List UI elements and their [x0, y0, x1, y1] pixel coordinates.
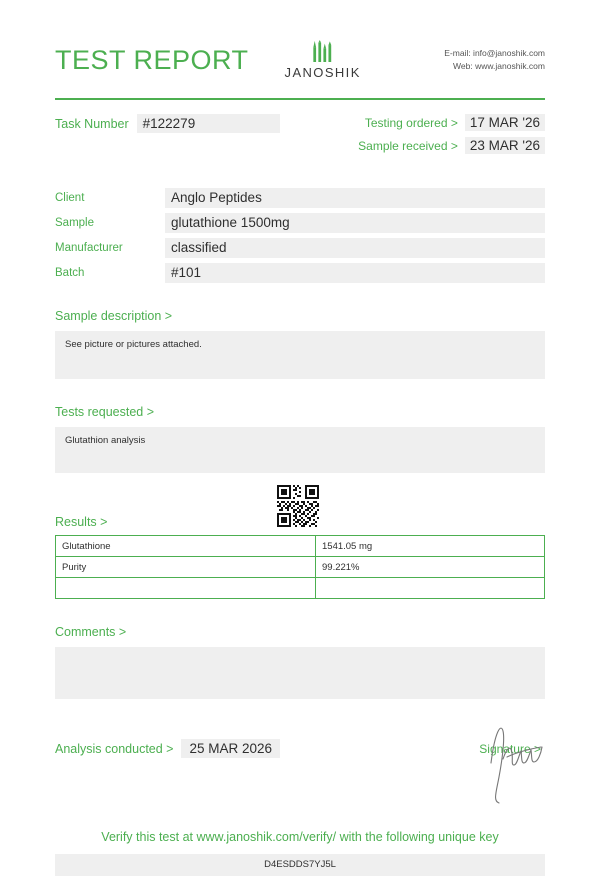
tests-requested-text: Glutathion analysis: [55, 427, 545, 473]
page-title: TEST REPORT: [55, 44, 249, 75]
testing-ordered-value: 17 MAR '26: [465, 114, 545, 131]
table-row: [56, 578, 545, 599]
sample-label: Sample: [55, 217, 94, 229]
field-row-client: [55, 188, 545, 208]
testing-ordered-label: Testing ordered >: [364, 115, 458, 130]
results-header: [55, 495, 545, 529]
header-divider: [55, 98, 545, 100]
signature-mark: [485, 717, 545, 807]
result-value: [316, 578, 545, 599]
batch-value: #101: [165, 263, 545, 283]
client-value: Anglo Peptides: [165, 188, 545, 208]
result-name: Glutathione: [56, 536, 316, 557]
analysis-group: [55, 739, 280, 758]
verify-text: Verify this test at www.janoshik.com/verify/ with the following unique key: [101, 830, 499, 844]
result-value: 1541.05 mg: [316, 536, 545, 557]
sample-description-title: Sample description >: [55, 309, 173, 323]
field-row-manufacturer: [55, 238, 545, 258]
sample-received-value: 23 MAR '26: [465, 137, 545, 154]
task-number-value: #122279: [137, 114, 280, 133]
analysis-label: Analysis conducted >: [55, 741, 174, 756]
field-row-sample: [55, 213, 545, 233]
results-table: [55, 535, 545, 599]
brand-logo: [257, 40, 361, 80]
analysis-section: [55, 739, 545, 758]
sample-received-row: [358, 137, 545, 154]
result-name: [56, 578, 316, 599]
batch-label: Batch: [55, 267, 85, 279]
sample-received-label: Sample received >: [358, 138, 458, 153]
qr-code-icon: [277, 485, 319, 527]
contact-email: E-mail: info@janoshik.com: [444, 47, 545, 58]
task-section: [55, 114, 545, 160]
report-header: [55, 0, 545, 80]
task-number-label: Task Number: [55, 116, 129, 131]
contact-web: Web: www.janoshik.com: [453, 61, 545, 71]
comments-title: Comments >: [55, 625, 127, 639]
signature-label: Signature >: [479, 741, 541, 756]
tests-requested-title: Tests requested >: [55, 405, 155, 419]
contact-info: [444, 47, 545, 73]
sample-value: glutathione 1500mg: [165, 213, 545, 233]
manufacturer-value: classified: [165, 238, 545, 258]
result-value: 99.221%: [316, 557, 545, 578]
sample-description-text: See picture or pictures attached.: [55, 331, 545, 379]
testing-ordered-row: [358, 114, 545, 131]
brand-name: JANOSHIK: [284, 65, 361, 80]
analysis-date: 25 MAR 2026: [181, 739, 280, 758]
unique-key: D4ESDDS7YJ5L: [55, 854, 545, 876]
janoshik-mark-icon: [295, 40, 350, 62]
result-name: Purity: [56, 557, 316, 578]
client-label: Client: [55, 192, 85, 204]
results-title: Results >: [55, 515, 108, 529]
info-fields: [55, 188, 545, 283]
comments-text: [55, 647, 545, 699]
field-row-batch: [55, 263, 545, 283]
table-row: [56, 557, 545, 578]
table-row: [56, 536, 545, 557]
task-number-group: [55, 114, 280, 133]
dates-group: [358, 114, 545, 160]
manufacturer-label: Manufacturer: [55, 242, 123, 254]
